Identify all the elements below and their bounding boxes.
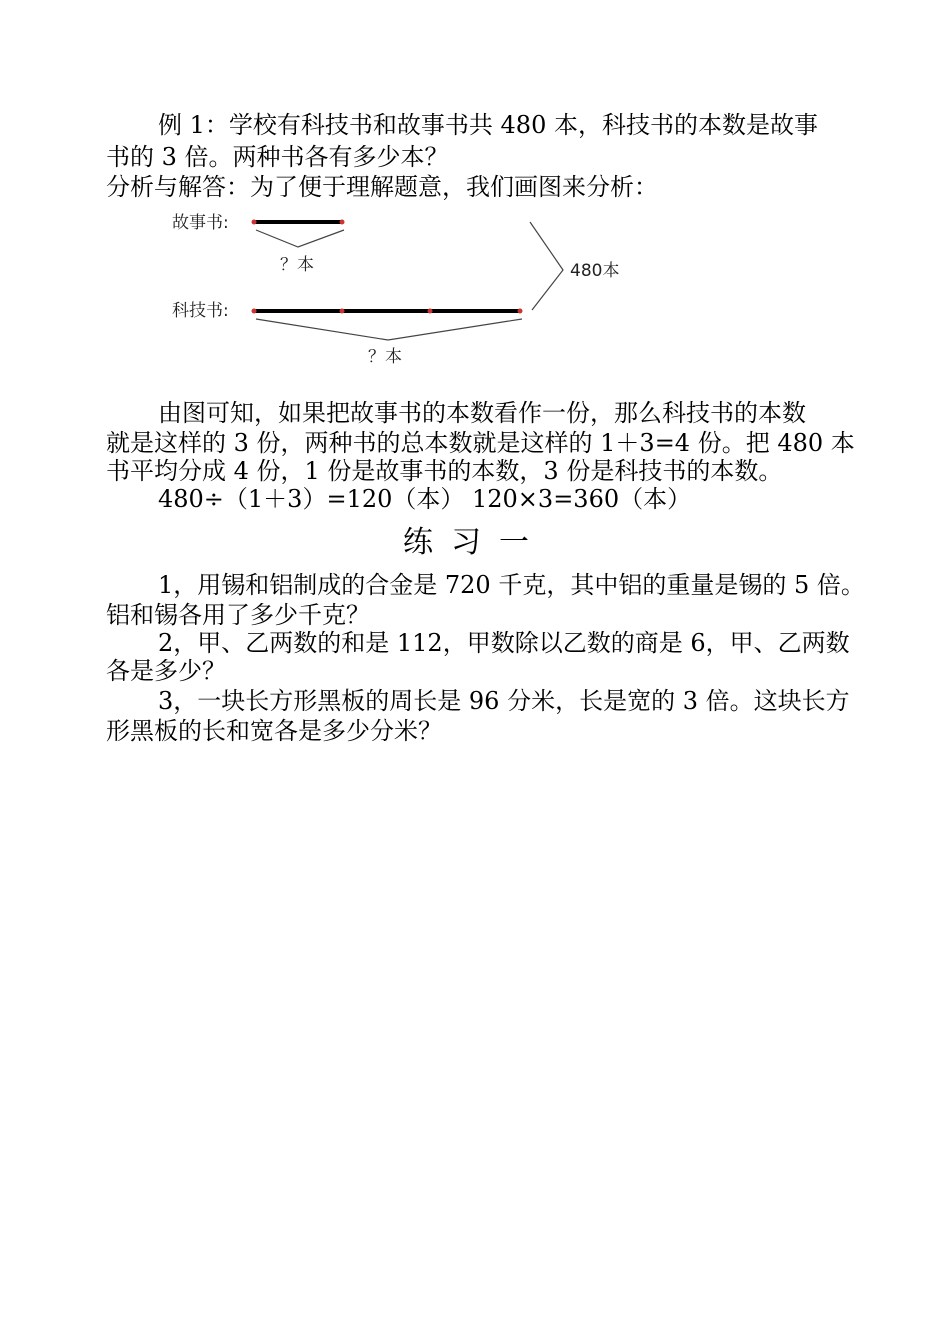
question-1-line-2: 铝和锡各用了多少千克？ — [106, 601, 370, 629]
tech-book-question: ？本 — [368, 347, 402, 367]
tech-book-division-2 — [428, 309, 433, 314]
story-book-endpoint-right — [340, 220, 345, 225]
question-2-line-2: 各是多少？ — [106, 657, 226, 685]
story-book-question: ？本 — [280, 255, 314, 275]
tech-book-division-1 — [340, 309, 345, 314]
question-3-line-2: 形黑板的长和宽各是多少分米？ — [106, 717, 442, 745]
example-line-2: 书的 3 倍。两种书各有多少本？ — [106, 143, 449, 171]
example-line-1: 例 1：学校有科技书和故事书共 480 本，科技书的本数是故事 — [158, 111, 818, 139]
formula-line: 480÷（1＋3）=120（本） 120×3=360（本） — [158, 485, 692, 513]
total-brace — [530, 222, 563, 310]
analysis-line: 分析与解答：为了便于理解题意，我们画图来分析： — [106, 173, 658, 201]
story-book-label: 故事书: — [172, 213, 229, 233]
explanation-line-2: 就是这样的 3 份，两种书的总本数就是这样的 1＋3=4 份。把 480 本 — [106, 429, 855, 457]
tech-book-label: 科技书: — [172, 301, 229, 321]
story-book-endpoint-left — [252, 220, 257, 225]
tech-book-endpoint-left — [252, 309, 257, 314]
question-1-line-1: 1，用锡和铝制成的合金是 720 千克，其中铝的重量是锡的 5 倍。 — [158, 571, 865, 599]
exercise-title: 练习一 — [403, 525, 547, 560]
tech-book-brace — [256, 319, 522, 340]
total-label: 480本 — [570, 261, 620, 281]
story-book-brace — [256, 230, 344, 247]
question-3-line-1: 3，一块长方形黑板的周长是 96 分米，长是宽的 3 倍。这块长方 — [158, 687, 850, 715]
explanation-line-3: 书平均分成 4 份，1 份是故事书的本数，3 份是科技书的本数。 — [106, 457, 783, 485]
tech-book-endpoint-right — [518, 309, 523, 314]
explanation-line-1: 由图可知，如果把故事书的本数看作一份，那么科技书的本数 — [158, 399, 806, 427]
question-2-line-1: 2，甲、乙两数的和是 112，甲数除以乙数的商是 6，甲、乙两数 — [158, 629, 850, 657]
